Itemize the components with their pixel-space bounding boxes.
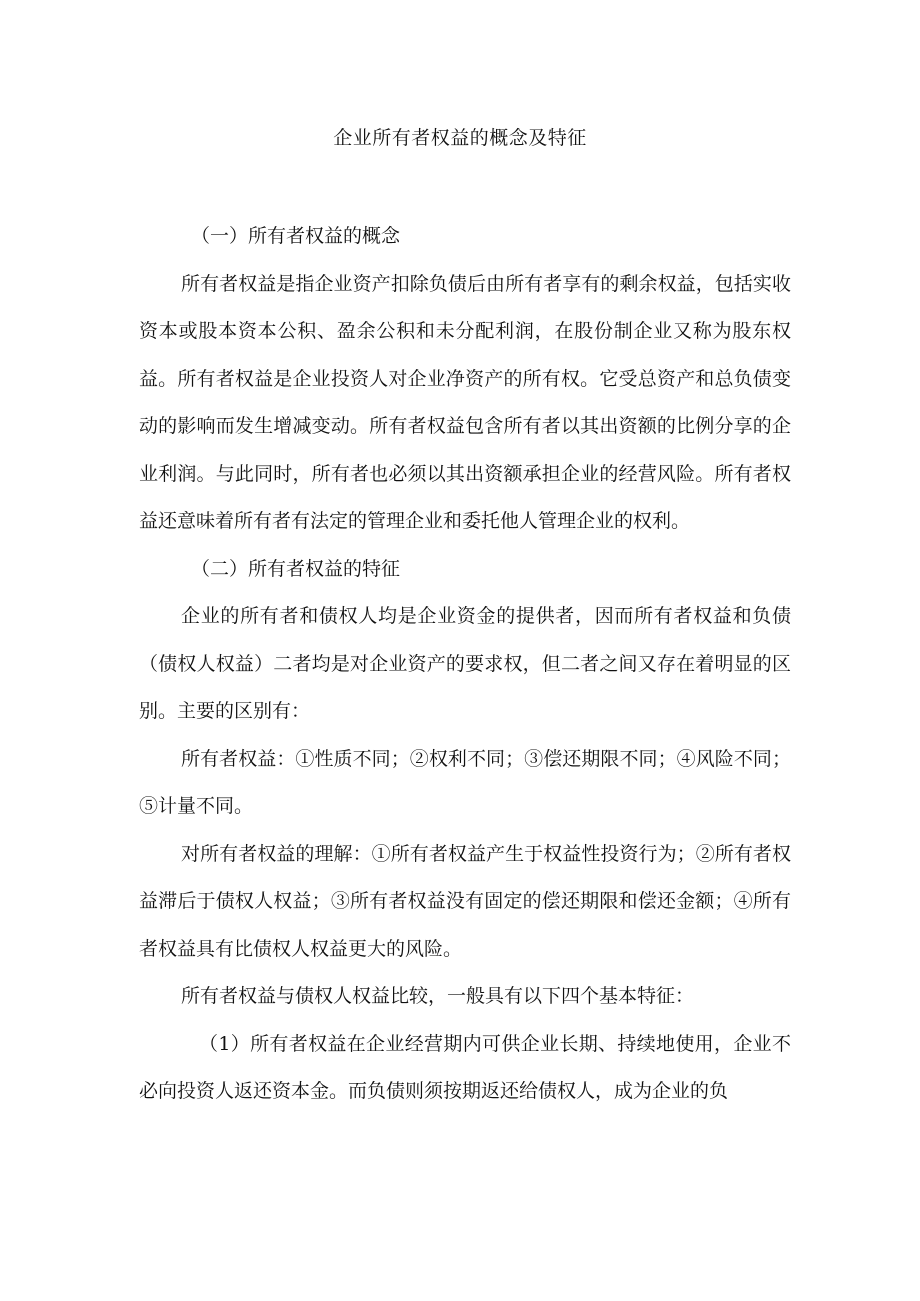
section-heading-concept: （一）所有者权益的概念 bbox=[191, 225, 401, 247]
section-heading-features: （二）所有者权益的特征 bbox=[191, 557, 401, 580]
paragraph-features-intro: 企业的所有者和债权人均是企业资金的提供者，因而所有者权益和负债（债权人权益）二者均是对企业资产的要求权，但二者之间又存在着明显的区别。主要的区别有： bbox=[139, 605, 791, 722]
paragraph-comparison-intro: 所有者权益与债权人权益比较，一般具有以下四个基本特征： bbox=[181, 985, 695, 1007]
paragraph-differences: 所有者权益：①性质不同；②权利不同；③偿还期限不同；④风险不同；⑤计量不同。 bbox=[139, 747, 791, 817]
document-body bbox=[139, 213, 791, 1116]
document-title: 企业所有者权益的概念及特征 bbox=[333, 127, 587, 149]
list-item-feature-1: （1）所有者权益在企业经营期内可供企业长期、持续地使用，企业不必向投资人返还资本金。而负债则须按期返还给债权人，成为企业的负 bbox=[139, 1032, 791, 1102]
paragraph-concept-definition: 所有者权益是指企业资产扣除负债后由所有者享有的剩余权益，包括实收资本或股本资本公积、盈余公积和未分配利润，在股份制企业又称为股东权益。所有者权益是企业投资人对企业净资产的所有权。它受总资产和总负债变动的影响而发生增减变动。所有者权益包含所有者以其出资额的比例分享的企业利润。与此同时，所有者也必须以其出资额承担企业的经营风险。所有者权益还意味着所有者有法定的管理企业和委托他人管理企业的权利。 bbox=[139, 272, 791, 532]
paragraph-understanding: 对所有者权益的理解：①所有者权益产生于权益性投资行为；②所有者权益滞后于债权人权益；③所有者权益没有固定的偿还期限和偿还金额；④所有者权益具有比债权人权益更大的风险。 bbox=[139, 842, 791, 960]
